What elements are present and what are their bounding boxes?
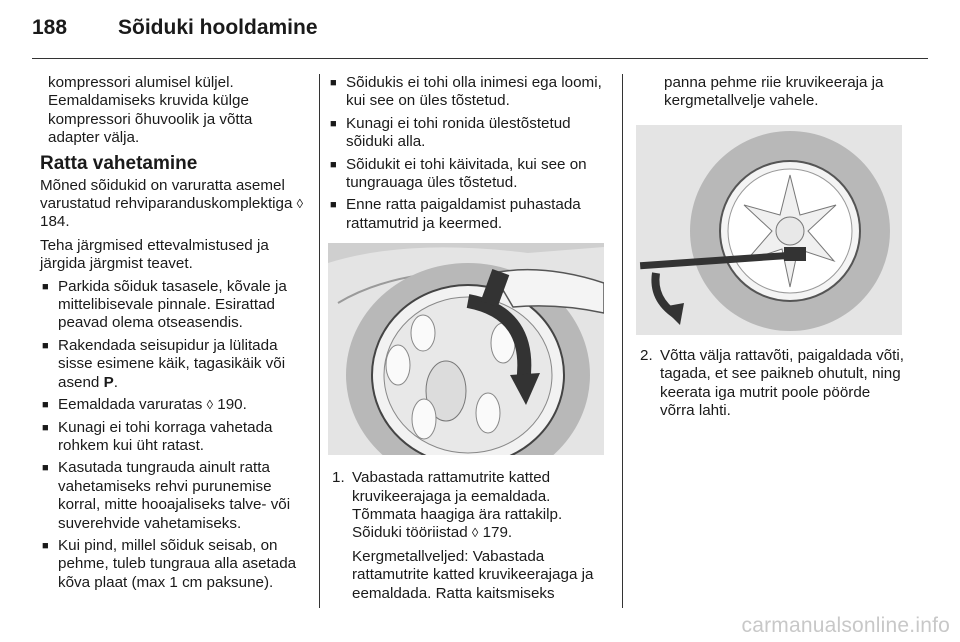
bullet-list [40,278,308,593]
numbered-steps [328,469,610,603]
continued-text: panna pehme riie kruvikeeraja ja kergmetallvelje vahele. [664,74,884,110]
intro-paragraph [40,177,308,232]
column-divider-2 [622,74,623,608]
page-title: Sõiduki hooldamine [118,16,318,39]
list-item: ■ Kunagi ei tohi ronida ülestõstetud sõiduki alla. [328,115,610,152]
step-text-2: Kergmetallveljed: Vabastada rattamutrite katted kruvikeerajaga ja eemaldada. Ratta kaitsmiseks [352,547,594,602]
page-reference[interactable]: 190. [217,396,247,414]
step-text: Vabastada rattamutrite katted kruvikeerajaga ja eemaldada. Tõmmata haagiga ära rattakilp. Sõiduki tööriistad [352,469,563,542]
column-divider-1 [319,74,320,608]
list-item: ■ Eemaldada varuratas ◊ 190. [40,396,308,414]
text-line: Eemaldamiseks kruvida külge [48,92,249,110]
reference-arrow-icon: ◊ [206,397,214,413]
hubcap-removal-illustration [328,243,610,455]
list-item: ■ Enne ratta paigaldamist puhastada rattamutrid ja keermed. [328,196,610,233]
text-line: adapter välja. [48,129,140,147]
section-heading: Ratta vahetamine [40,152,198,174]
watermark: carmanualsonline.info [741,614,950,637]
step-number: 1. [332,469,345,487]
list-item: ■ Sõidukit ei tohi käivitada, kui see on tungrauaga üles tõstetud. [328,156,610,193]
list-item: ■ Sõidukis ei tohi olla inimesi ega loomi, kui see on üles tõstetud. [328,74,610,111]
page-reference[interactable]: 179. [482,524,513,542]
intro-paragraph-2: Teha järgmised ettevalmistused ja järgida järgmist teavet. [40,236,269,273]
text-line: kompressori õhuvoolik ja võtta [48,110,253,128]
column-1 [40,74,308,592]
wheel-wrench-image [636,125,902,335]
list-item: ■ Kasutada tungrauda ainult ratta vahetamiseks rehvi purunemise korral, mitte hooajaliseks talve- või suverehvide vahetamiseks. [40,459,308,533]
gear-position-p: P [103,373,114,391]
list-item: ■ Rakendada seisupidur ja lülitada sisse esimene käik, tagasikäik või asend P. [40,337,308,392]
step-1 [328,469,610,603]
list-item: ■ Kunagi ei tohi korraga vahetada rohkem kui üht ratast. [40,419,308,456]
wheel-wrench-illustration [636,125,904,335]
hubcap-removal-image [328,243,604,455]
intro-text: Mõned sõidukid on varuratta asemel varustatud rehviparanduskomplektiga [40,176,293,213]
numbered-steps [636,347,904,421]
step-number: 2. [640,346,653,364]
continued-text [40,74,308,148]
step-2 [636,347,904,421]
text-line: kompressori alumisel küljel. [48,74,234,91]
column-2 [328,74,610,603]
list-item: ■ Parkida sõiduk tasasele, kõvale ja mittelibisevale pinnale. Esirattad peavad olema otseasendis. [40,278,308,333]
page-reference[interactable]: 184. [40,213,70,231]
page-number: 188 [32,16,68,39]
bullet-list [328,74,610,233]
step-text: Võtta välja rattavõti, paigaldada võti, tagada, et see paikneb ohutult, ning keerata iga mutrit poole pöörde võrra lahti. [660,346,904,420]
list-item: ■ Kui pind, millel sõiduk seisab, on pehme, tuleb tungraua alla asetada kõva plaat (max 1 cm paksune). [40,537,308,592]
reference-arrow-icon: ◊ [471,525,479,541]
reference-arrow-icon: ◊ [296,196,304,212]
header-rule [32,58,928,59]
column-3 [636,74,904,420]
